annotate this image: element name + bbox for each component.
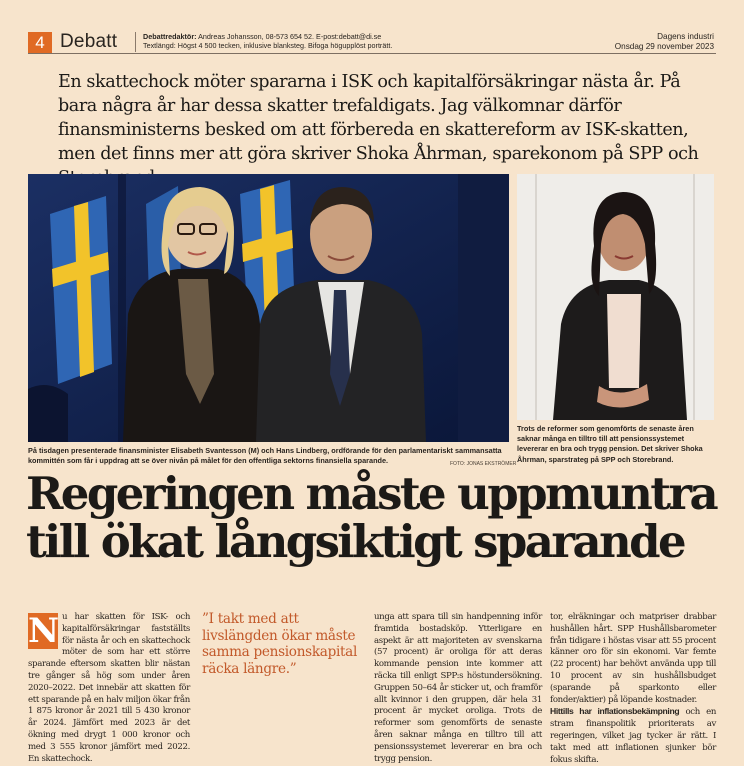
issue-date: Onsdag 29 november 2023 [614, 42, 714, 51]
body-column-3: unga att spara till sin handpenning inför framtida bostadsköp. Ytterligare en aspekt är att majoriteten av svenskarna (57 procent) är oroliga för att deras kommande pension inte kommer att räcka till enligt SPP:s höstundersökning. Gruppen 50–64 år sticker ut, och framför allt kvinnor i den gruppen, där hela 31 procent är mycket oroliga. Trots de reformer som genomförts de senaste åren saknar många en tilltro till att pensionssystemet levererar en bra och trygg pension. [374, 612, 542, 764]
section-name: Debatt [60, 31, 118, 52]
body-text-1: u har skatten för ISK- och kapitalförsäkringar fastställts för nästa år och en skattechock möter de som har ett större sparande eftersom skatten blir nästan tre gånger så hög som under åren 2020–2022. Det innebär att skatten för ett sparande på en halv miljon ökar från 1 875 kronor år 2021 till 5 430 kronor år 2024. Jämfört med 2023 är det ökning med drygt 1 000 kronor och med 3 555 kronor jämfört med 2022. En skattechock. [28, 612, 190, 764]
editor-line [143, 32, 381, 41]
photo-author-caption: Trots de reformer som genomförts de senaste åren saknar många en tilltro till att pensionssystemet levererar en bra och trygg pension. Det skriver Shoka Åhrman, sparstrateg på SPP och Storebrand. [517, 424, 703, 464]
photo-ministers [28, 174, 509, 442]
editor-info: Andreas Johansson, 08-573 654 52. E-post:debatt@di.se [198, 32, 382, 41]
body-text-4a: tor, elräkningar och matpriser drabbar hushållen hårt. SPP Hushållsbarometer från tidigare i höstas visar att 55 procent känner oro för sin ekonomi. Var femte (22 procent) har behövt använda upp till 10 procent av sin hushållsbudget (sparande på sparkonto eller fonder/aktier) på löpande kostnader. [550, 612, 716, 705]
photo-author [517, 174, 714, 420]
photo-ministers-caption: På tisdagen presenterade finansminister Elisabeth Svantesson (M) och Hans Lindberg, ordförande för den parlamentariskt sammansatta kommittén som får i uppdrag att se över nivån på målet för den offentliga sektorns finansiella sparande. [28, 446, 502, 466]
subheading-inflation: Hittills har inflationsbekämpning [550, 706, 680, 717]
drop-cap: N [28, 611, 59, 651]
headline: Regeringen måste uppmuntra till ökat långsiktigt sparande [26, 467, 717, 568]
header-divider [135, 32, 136, 52]
pull-quote: ”I takt med att livslängden ökar måste samma pensionskapital räcka längre.” [202, 611, 358, 677]
body-text-4b: och en stram finanspolitik prioriterats av regeringen, vilket jag tycker är rätt. I takt med att inflationen sjunker bör fokus skifta. [550, 707, 717, 765]
paper-info [615, 32, 714, 52]
paper-name: Dagens industri [657, 32, 714, 41]
submission-rules: Textlängd: Högst 4 500 tecken, inklusive blanksteg. Bifoga högupplöst porträtt. [143, 41, 393, 50]
photo-ministers-illustration [28, 174, 509, 442]
article-ingress: En skattechock möter spararna i ISK och kapitalförsäkringar nästa år. På bara några år har dessa skatter trefaldigats. Jag välkomnar därför finansministerns besked om att förbereda en skattereform av ISK-skatten, men det finns mer att göra skriver Shoka Åhrman, sparekonom på SPP och [58, 72, 699, 164]
page-number: 4 [28, 32, 52, 53]
body-column-4 [550, 612, 716, 766]
editor-label: Debattredaktör: [143, 32, 197, 41]
photo-credit: FOTO: JONAS EKSTRÖMER [450, 461, 517, 467]
body-column-1 [28, 612, 190, 765]
photo-author-illustration [517, 174, 714, 420]
page-header [28, 30, 716, 54]
